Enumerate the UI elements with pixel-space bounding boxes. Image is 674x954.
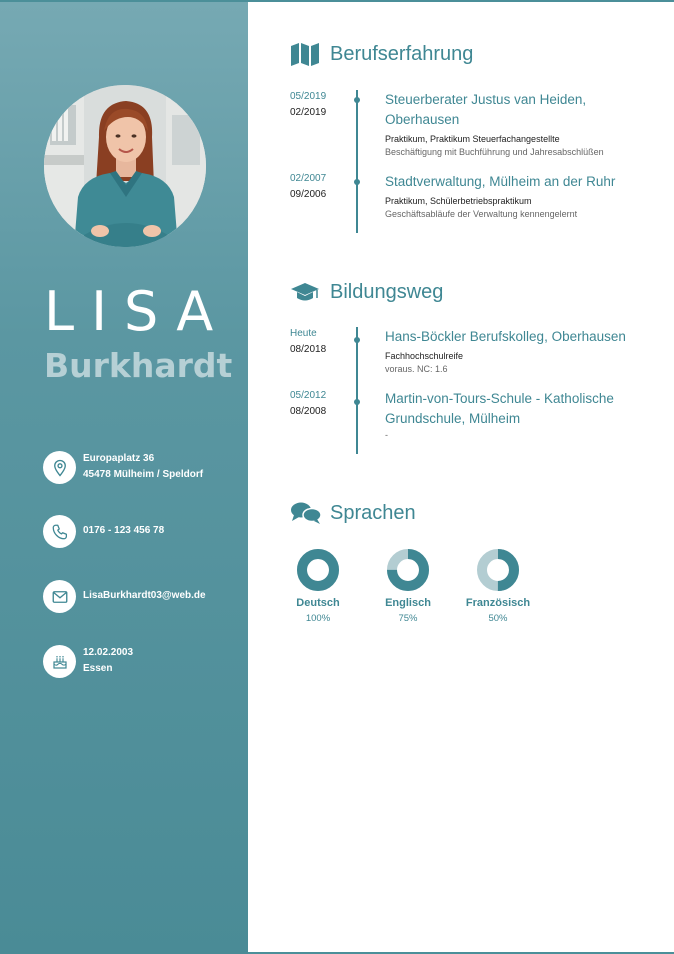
education-2-date-from: 08/2008 <box>290 406 327 417</box>
education-2-title: Martin-von-Tours-Schule - Katholische Grundschule, Mülheim <box>385 391 614 426</box>
email-address: LisaBurkhardt03@web.de <box>83 590 206 601</box>
address-line1: Europaplatz 36 <box>83 453 155 464</box>
language-item <box>273 548 363 626</box>
language-item <box>453 548 543 626</box>
experience-timeline <box>356 90 358 233</box>
envelope-icon <box>43 580 76 613</box>
first-name: LISA <box>44 280 231 343</box>
experience-1-description: Beschäftigung mit Buchführung und Jahresabschlüßen <box>385 147 604 157</box>
education-2-date-to: 05/2012 <box>290 390 327 401</box>
education-1-date-to: Heute <box>290 328 317 339</box>
address-line2: 45478 Mülheim / Speldorf <box>83 469 204 480</box>
contact-address <box>43 451 243 485</box>
timeline-dot <box>354 399 360 405</box>
language-donut <box>476 548 520 592</box>
sidebar <box>0 2 248 954</box>
experience-2-description: Geschäftsabläufe der Verwaltung kennengelernt <box>385 209 578 219</box>
speech-bubbles-icon <box>290 499 322 527</box>
experience-1-title: Steuerberater Justus van Heiden, Oberhausen <box>385 92 587 127</box>
language-percent: 75% <box>398 613 418 624</box>
language-name: Deutsch <box>296 597 340 609</box>
language-name: Französisch <box>465 597 531 609</box>
experience-1-date-from: 02/2019 <box>290 107 327 118</box>
language-name: Englisch <box>385 597 431 609</box>
birth-place: Essen <box>83 663 113 674</box>
birthday-cake-icon <box>43 645 76 678</box>
graduation-cap-icon <box>290 278 322 306</box>
education-timeline <box>356 327 358 454</box>
language-donut <box>386 548 430 592</box>
education-1-date-from: 08/2018 <box>290 344 327 355</box>
experience-2-date-from: 09/2006 <box>290 189 327 200</box>
experience-2-title: Stadtverwaltung, Mülheim an der Ruhr <box>385 174 616 189</box>
education-2-description: - <box>385 430 388 440</box>
timeline-dot <box>354 337 360 343</box>
education-1-title: Hans-Böckler Berufskolleg, Oberhausen <box>385 329 626 344</box>
experience-heading <box>290 40 473 68</box>
education-entry <box>385 327 655 376</box>
language-percent: 50% <box>488 613 508 624</box>
timeline-dot <box>354 179 360 185</box>
education-1-description: voraus. NC: 1.6 <box>385 364 448 374</box>
map-pin-icon <box>43 451 76 484</box>
language-donut <box>296 548 340 592</box>
experience-entry <box>385 172 655 221</box>
contact-phone <box>43 515 243 549</box>
phone-number: 0176 - 123 456 78 <box>83 525 165 536</box>
phone-icon <box>43 515 76 548</box>
languages-title: Sprachen <box>330 502 416 524</box>
contact-birth <box>43 645 243 679</box>
donut-level-arc <box>302 554 334 586</box>
education-heading <box>290 278 443 306</box>
map-icon <box>290 40 322 68</box>
languages-heading <box>290 499 416 527</box>
last-name: Burkhardt <box>44 346 233 385</box>
education-entry <box>385 389 635 442</box>
experience-entry <box>385 90 610 159</box>
experience-1-date-to: 05/2019 <box>290 91 327 102</box>
experience-2-subtitle: Praktikum, Schülerbetriebspraktikum <box>385 196 532 206</box>
experience-2-date-to: 02/2007 <box>290 173 327 184</box>
language-percent: 100% <box>305 613 331 624</box>
language-item <box>363 548 453 626</box>
education-title: Bildungsweg <box>330 281 444 303</box>
contact-email <box>43 580 243 614</box>
timeline-dot <box>354 97 360 103</box>
birth-date: 12.02.2003 <box>83 647 134 658</box>
experience-title: Berufserfahrung <box>330 43 474 65</box>
profile-photo <box>44 85 206 247</box>
education-1-subtitle: Fachhochschulreife <box>385 351 464 361</box>
experience-1-subtitle: Praktikum, Praktikum Steuerfachangestellte <box>385 134 560 144</box>
